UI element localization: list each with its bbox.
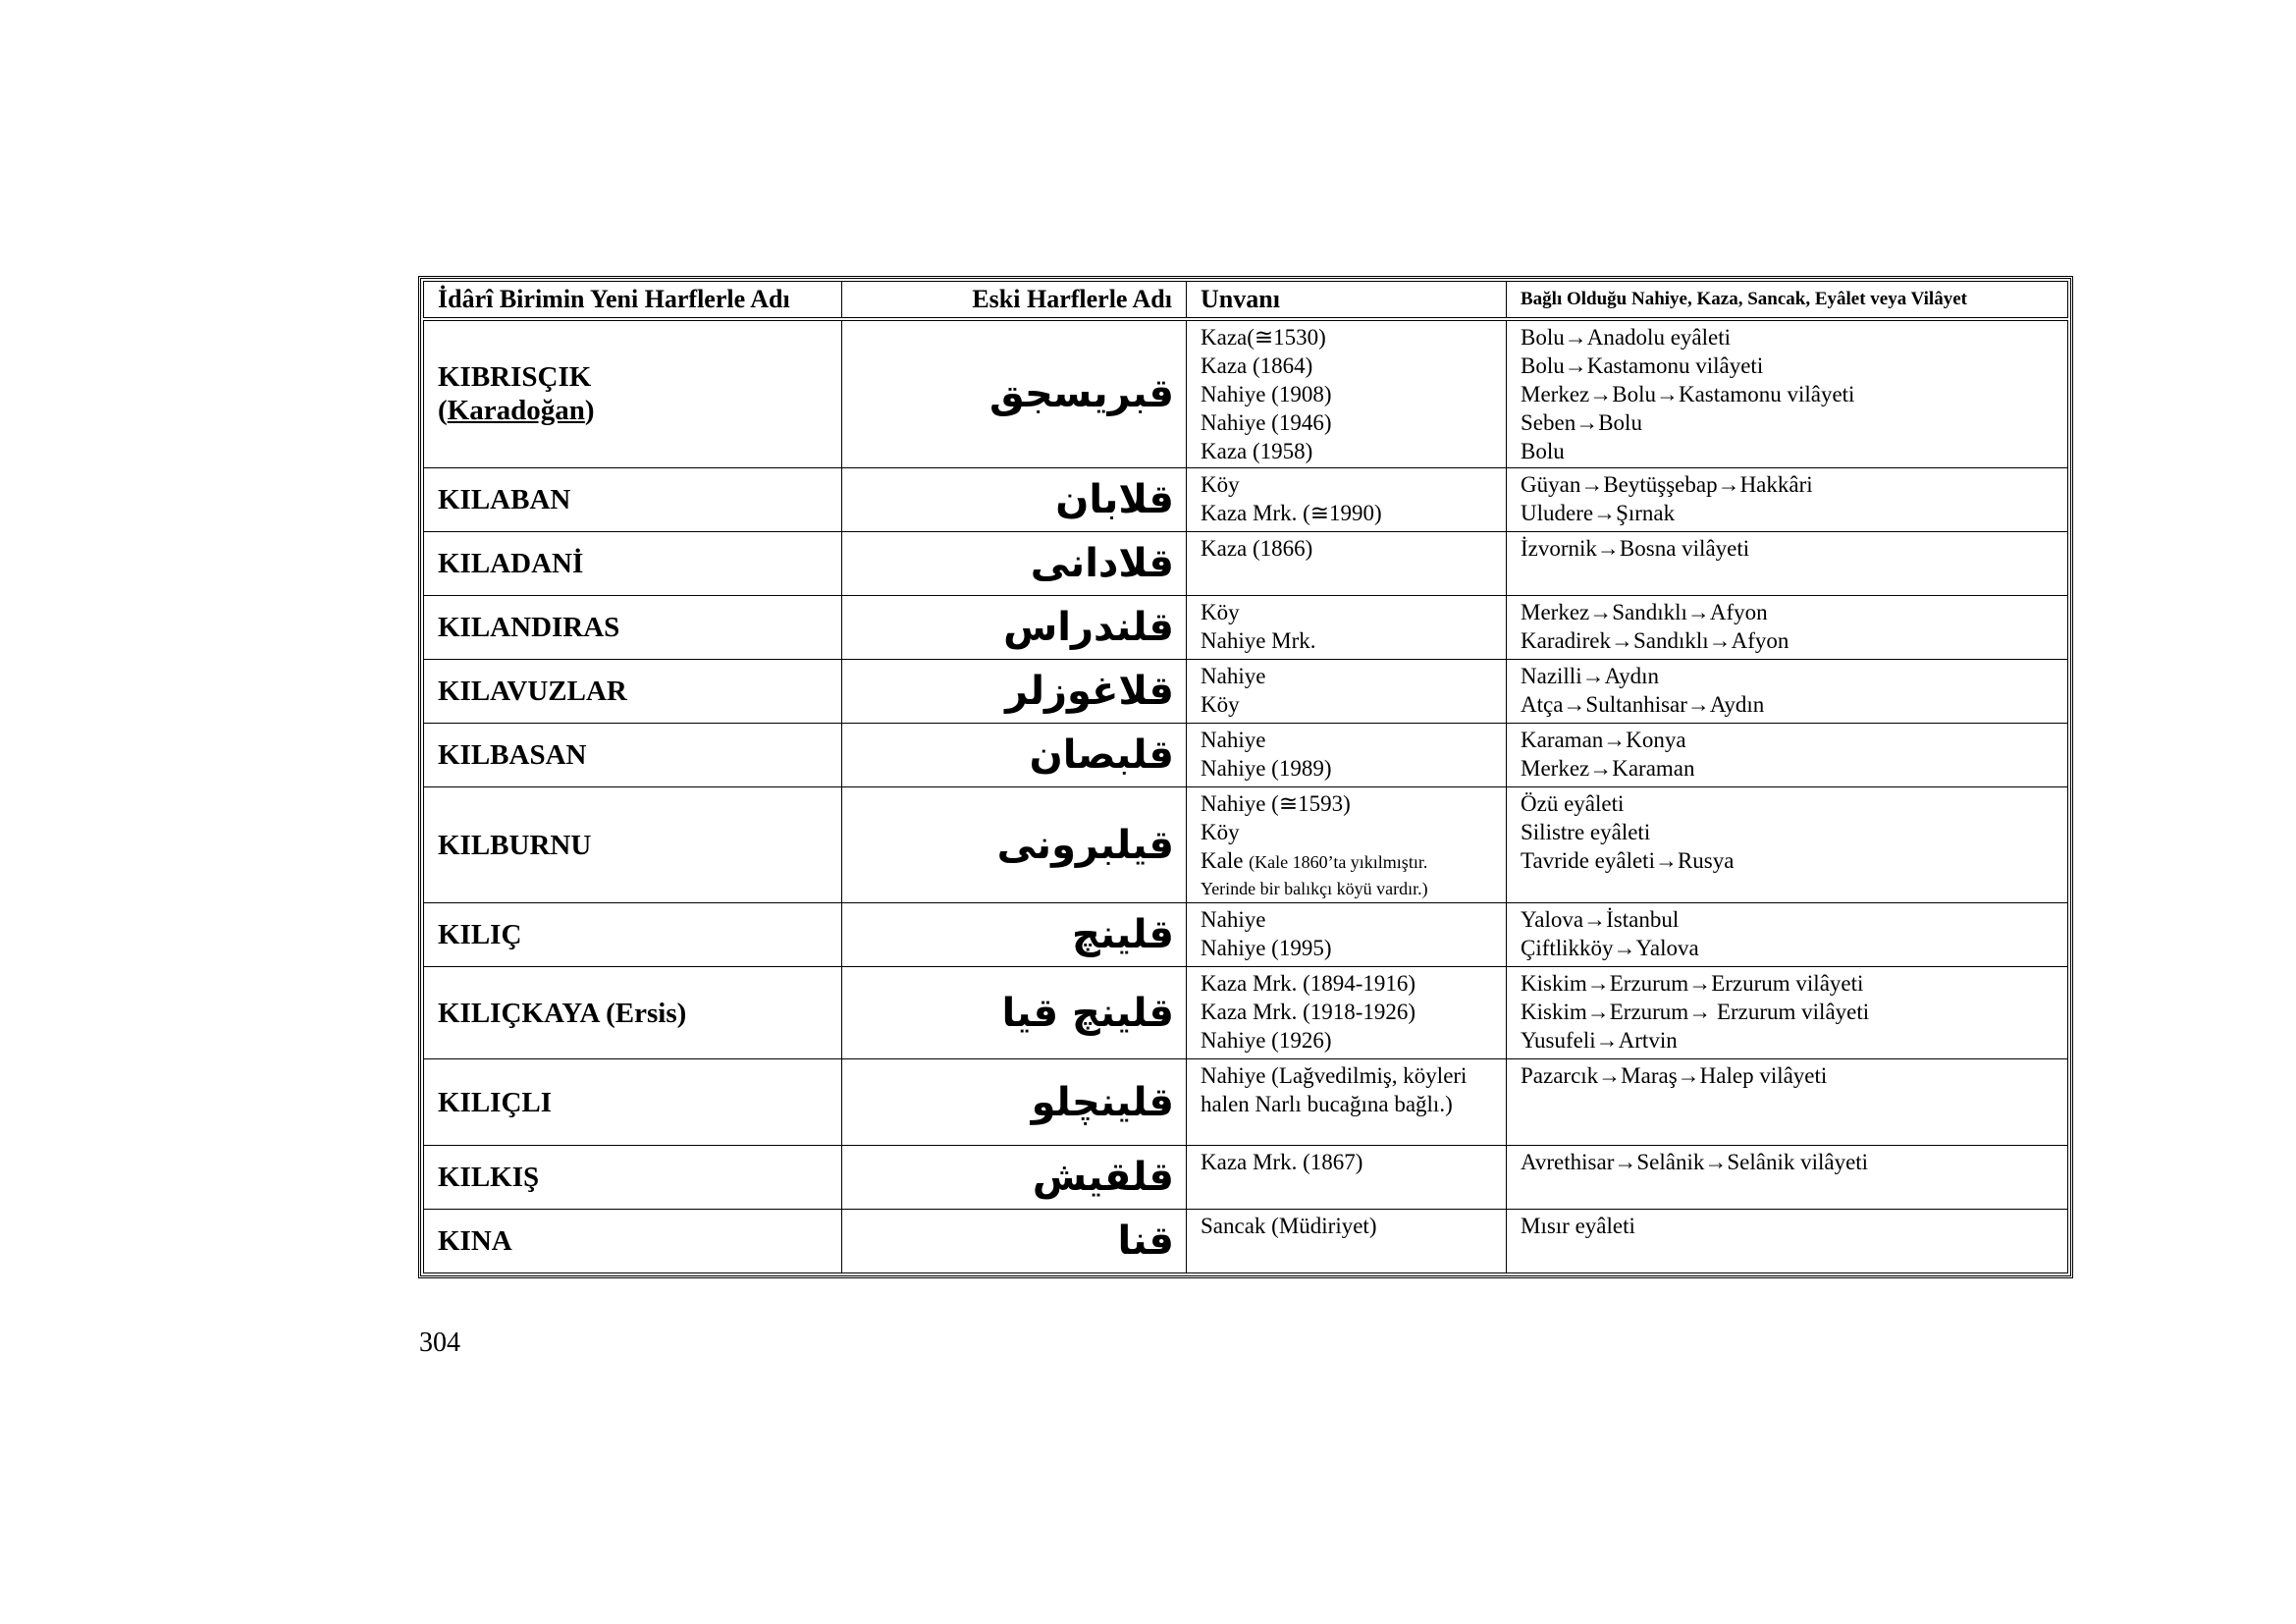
title-line: Sancak (Müdiriyet) xyxy=(1201,1214,1377,1238)
table-row xyxy=(424,468,2068,532)
table-row xyxy=(424,787,2068,903)
affiliation-line: Kiskim→Erzurum→Erzurum vilâyeti xyxy=(1521,971,1864,996)
title-line: Nahiye (1946) xyxy=(1201,409,1332,435)
row-name: KILAVUZLAR xyxy=(424,660,842,724)
title-line: Köy xyxy=(1201,692,1240,717)
table-row xyxy=(424,660,2068,724)
row-name: KILKIŞ xyxy=(424,1146,842,1210)
row-affiliation-cell xyxy=(1507,967,2068,1059)
row-name: KILBURNU xyxy=(424,787,842,903)
affiliation-line: İzvornik→Bosna vilâyeti xyxy=(1521,536,1750,561)
affiliation-line: Merkez→Bolu→Kastamonu vilâyeti xyxy=(1521,381,1855,406)
table-header-row xyxy=(424,282,2068,319)
title-line: Köy xyxy=(1201,472,1240,497)
row-name: KILIÇ xyxy=(424,903,842,967)
row-title-cell xyxy=(1187,596,1507,660)
row-arabic-name: قلينچلو xyxy=(842,1059,1187,1146)
header-new-name: İdârî Birimin Yeni Harflerle Adı xyxy=(424,282,842,319)
affiliation-line: Seben→Bolu xyxy=(1521,409,1642,435)
row-name: KILABAN xyxy=(424,468,842,532)
row-arabic-name: قلينچ xyxy=(842,903,1187,967)
title-line: Kaza (1958) xyxy=(1201,438,1313,463)
row-title-cell xyxy=(1187,319,1507,468)
affiliation-line: Yalova→İstanbul xyxy=(1521,907,1680,932)
row-arabic-name: قيلبرونى xyxy=(842,787,1187,903)
table-row xyxy=(424,724,2068,787)
title-line: Kaza Mrk. (1867) xyxy=(1201,1150,1363,1174)
table-row xyxy=(424,1210,2068,1273)
affiliation-line: Avrethisar→Selânik→Selânik vilâyeti xyxy=(1521,1150,1869,1174)
table-row xyxy=(424,967,2068,1059)
row-arabic-name: قنا xyxy=(842,1210,1187,1273)
title-line: Nahiye (≅1593) xyxy=(1201,791,1351,816)
header-affiliation: Bağlı Olduğu Nahiye, Kaza, Sancak, Eyâlet veya Vilâyet xyxy=(1507,282,2068,319)
row-affiliation-cell xyxy=(1507,1146,2068,1210)
row-name-cell xyxy=(424,319,842,468)
row-name: KILADANİ xyxy=(424,532,842,596)
row-arabic-name: قلاغوزلر xyxy=(842,660,1187,724)
title-line: Kaza Mrk. (1918-1926) xyxy=(1201,1000,1416,1024)
table-row xyxy=(424,1059,2068,1146)
title-line: Kaza (1866) xyxy=(1201,536,1313,561)
row-title-cell xyxy=(1187,1146,1507,1210)
table-row xyxy=(424,1146,2068,1210)
row-name: KINA xyxy=(424,1210,842,1273)
affiliation-line: Uludere→Şırnak xyxy=(1521,501,1676,525)
affiliation-line: Güyan→Beytüşşebap→Hakkâri xyxy=(1521,472,1813,497)
row-affiliation-cell xyxy=(1507,468,2068,532)
row-affiliation-cell xyxy=(1507,787,2068,903)
title-line: Kaza Mrk. (≅1990) xyxy=(1201,501,1382,525)
page-number: 304 xyxy=(419,1327,460,1358)
affiliation-line: Merkez→Karaman xyxy=(1521,756,1695,781)
title-line: Nahiye (1989) xyxy=(1201,756,1332,781)
title-line: Nahiye (1908) xyxy=(1201,381,1332,406)
row-name: KILANDIRAS xyxy=(424,596,842,660)
row-affiliation-cell xyxy=(1507,1210,2068,1273)
affiliation-line: Bolu→Anadolu eyâleti xyxy=(1521,324,1731,350)
row-affiliation-cell xyxy=(1507,319,2068,468)
title-line: Nahiye (1926) xyxy=(1201,1028,1332,1053)
affiliation-line: Kiskim→Erzurum→ Erzurum vilâyeti xyxy=(1521,1000,1870,1024)
title-line: Kaza (1864) xyxy=(1201,352,1313,378)
title-line: Nahiye xyxy=(1201,728,1266,752)
row-affiliation-cell xyxy=(1507,724,2068,787)
affiliation-line: Çiftlikköy→Yalova xyxy=(1521,936,1699,960)
affiliation-line: Yusufeli→Artvin xyxy=(1521,1028,1678,1053)
affiliation-line: Silistre eyâleti xyxy=(1521,820,1651,844)
row-arabic-name: قلندراس xyxy=(842,596,1187,660)
header-old-name: Eski Harflerle Adı xyxy=(842,282,1187,319)
title-line-kale: Kale (Kale 1860’ta yıkılmıştır. xyxy=(1201,848,1428,873)
row-affiliation-cell xyxy=(1507,532,2068,596)
title-text: Nahiye (Lağvedilmiş, köyleri halen Narlı bucağına bağlı.) xyxy=(1201,1063,1468,1116)
header-title: Unvanı xyxy=(1187,282,1507,319)
title-line: Nahiye (1995) xyxy=(1201,936,1332,960)
title-line: Nahiye xyxy=(1201,664,1266,688)
row-title-cell xyxy=(1187,967,1507,1059)
row-name: KILBASAN xyxy=(424,724,842,787)
affiliation-line: Karaman→Konya xyxy=(1521,728,1686,752)
row-name: KILIÇLI xyxy=(424,1059,842,1146)
table-row xyxy=(424,532,2068,596)
title-line: Kaza(≅1530) xyxy=(1201,324,1326,350)
row-arabic-name: قبريسجق xyxy=(842,319,1187,468)
table-row xyxy=(424,903,2068,967)
place-names-table xyxy=(418,276,2073,1278)
affiliation-line: Bolu→Kastamonu vilâyeti xyxy=(1521,352,1764,378)
affiliation-line: Merkez→Sandıklı→Afyon xyxy=(1521,600,1768,624)
row-title-cell xyxy=(1187,787,1507,903)
table-row xyxy=(424,319,2068,468)
title-line: Nahiye xyxy=(1201,907,1266,932)
row-name: KIBRISÇIK xyxy=(438,361,592,394)
kale-note-continued: Yerinde bir balıkçı köyü vardır.) xyxy=(1201,879,1428,898)
kale-note: (Kale 1860’ta yıkılmıştır. xyxy=(1249,852,1428,872)
row-title-cell xyxy=(1187,724,1507,787)
row-name-alt: (Karadoğan) xyxy=(438,395,595,427)
row-title-cell xyxy=(1187,660,1507,724)
affiliation-line: Mısır eyâleti xyxy=(1521,1214,1635,1238)
row-name: KILIÇKAYA (Ersis) xyxy=(424,967,842,1059)
affiliation-line: Pazarcık→Maraş→Halep vilâyeti xyxy=(1521,1063,1828,1088)
row-affiliation-cell xyxy=(1507,660,2068,724)
row-arabic-name: قلادانى xyxy=(842,532,1187,596)
row-affiliation-cell xyxy=(1507,903,2068,967)
row-title-cell xyxy=(1187,1059,1507,1146)
title-line: Köy xyxy=(1201,820,1240,844)
row-arabic-name: قلقيش xyxy=(842,1146,1187,1210)
title-line: Köy xyxy=(1201,600,1240,624)
row-title-cell xyxy=(1187,468,1507,532)
affiliation-line: Özü eyâleti xyxy=(1521,791,1625,816)
row-title-cell xyxy=(1187,903,1507,967)
affiliation-line: Bolu xyxy=(1521,438,1565,463)
row-affiliation-cell xyxy=(1507,596,2068,660)
row-arabic-name: قلبصان xyxy=(842,724,1187,787)
row-arabic-name: قلينچ قيا xyxy=(842,967,1187,1059)
table-row xyxy=(424,596,2068,660)
affiliation-line: Karadirek→Sandıklı→Afyon xyxy=(1521,628,1789,653)
affiliation-line: Atça→Sultanhisar→Aydın xyxy=(1521,692,1765,717)
row-arabic-name: قلابان xyxy=(842,468,1187,532)
row-title-cell xyxy=(1187,532,1507,596)
title-line: Kaza Mrk. (1894-1916) xyxy=(1201,971,1416,996)
affiliation-line: Nazilli→Aydın xyxy=(1521,664,1659,688)
title-line: Nahiye Mrk. xyxy=(1201,628,1316,653)
affiliation-line: Tavride eyâleti→Rusya xyxy=(1521,848,1735,873)
row-title-cell xyxy=(1187,1210,1507,1273)
row-affiliation-cell xyxy=(1507,1059,2068,1146)
